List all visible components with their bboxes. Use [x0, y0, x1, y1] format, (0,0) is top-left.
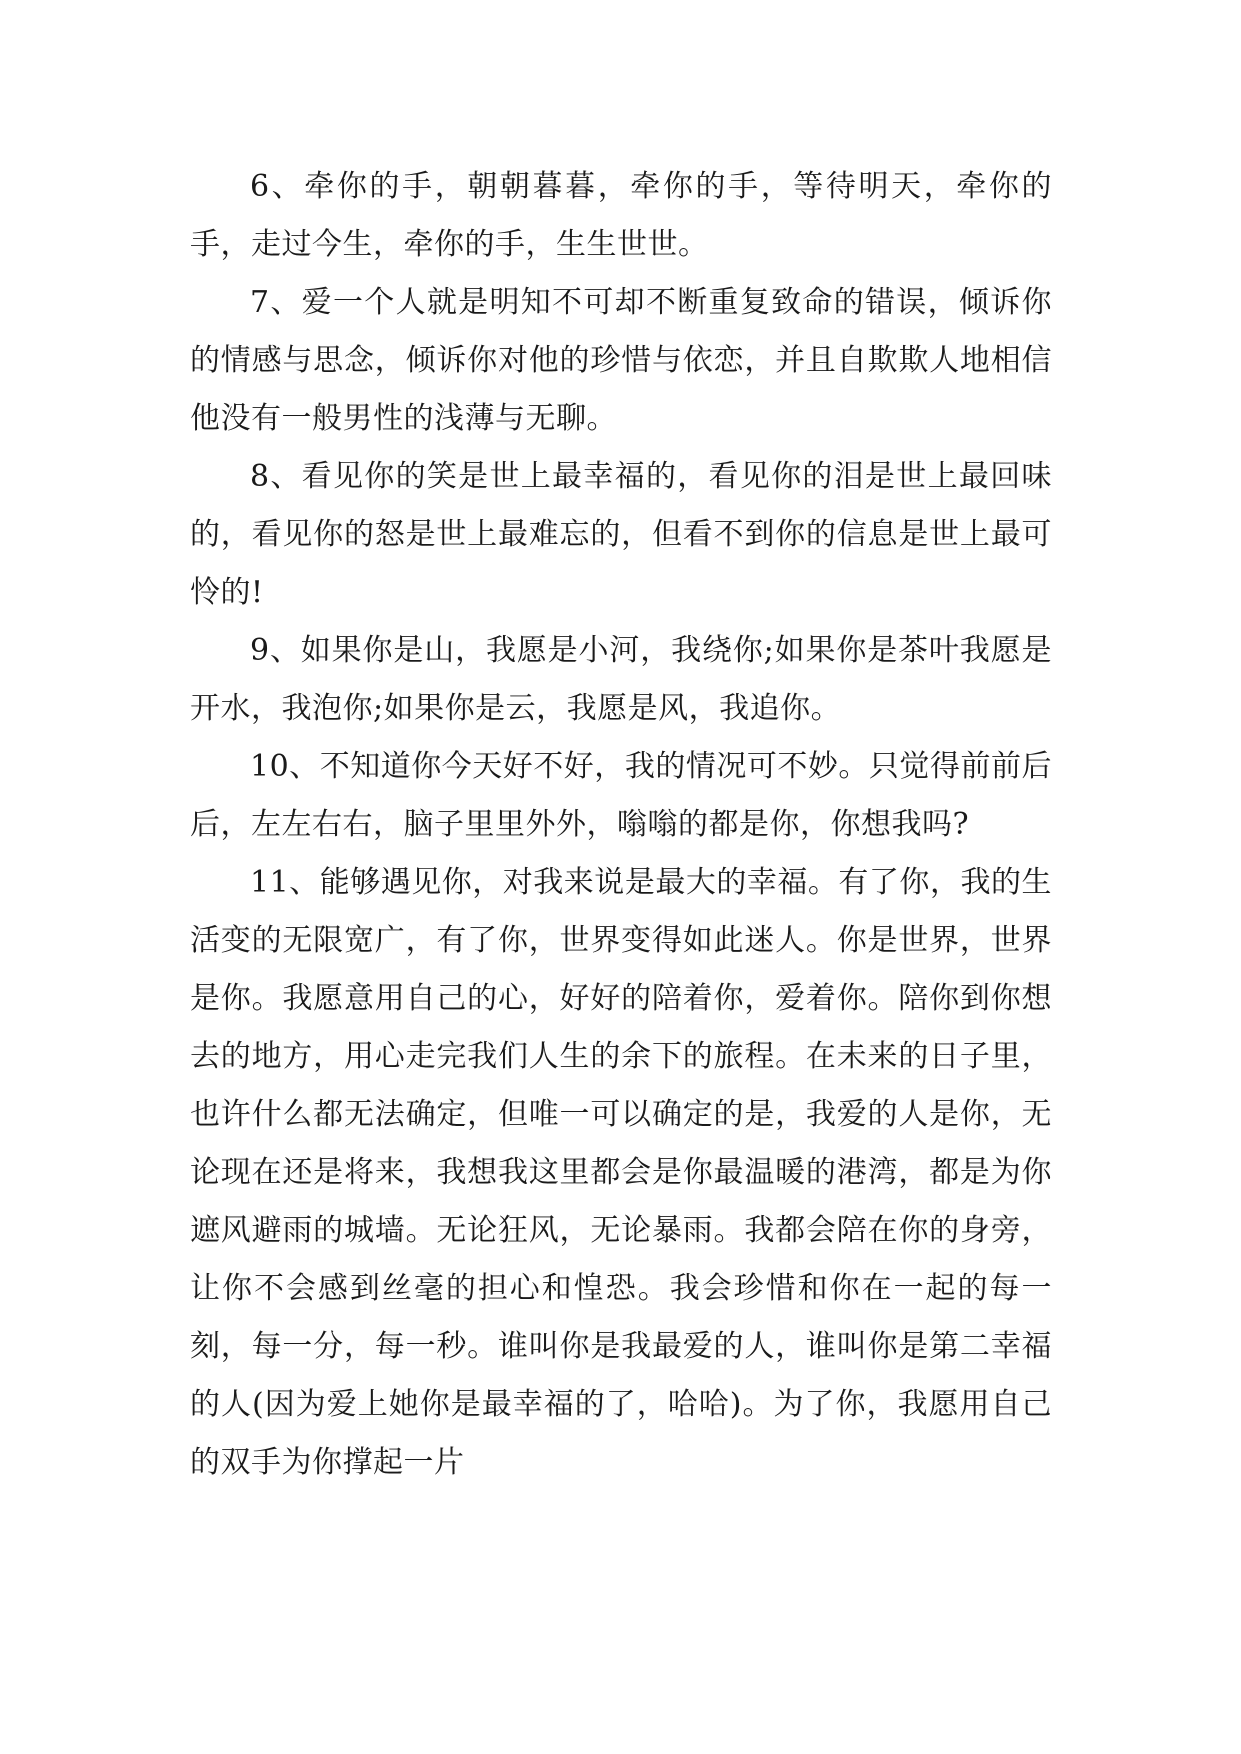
paragraph-10: 10、不知道你今天好不好，我的情况可不妙。只觉得前前后后，左左右右，脑子里里外外，嗡嗡的都是你，你想我吗? — [190, 749, 1052, 842]
paragraph-6: 6、牵你的手，朝朝暮暮，牵你的手，等待明天，牵你的手，走过今生，牵你的手，生生世世。 — [190, 169, 1052, 262]
document-body — [190, 158, 1052, 1492]
paragraph-7: 7、爱一个人就是明知不可却不断重复致命的错误，倾诉你的情感与思念，倾诉你对他的珍惜与依恋，并且自欺欺人地相信他没有一般男性的浅薄与无聊。 — [190, 285, 1052, 436]
paragraph-11: 11、能够遇见你，对我来说是最大的幸福。有了你，我的生活变的无限宽广，有了你，世界变得如此迷人。你是世界，世界是你。我愿意用自己的心，好好的陪着你，爱着你。陪你到你想去的地方，用心走完我们人生的余下的旅程。在未来的日子里，也许什么都无法确定，但唯一可以确定的是，我爱的人是你，无论现在还是将来，我想我这里都会是你最温暖的港湾，都是为你遮风避雨的城墙。无论狂风，无论暴雨。我都会陪在你的身旁，让你不会感到丝毫的担心和惶恐。我会珍惜和你在一起的每一刻，每一分，每一秒。谁叫你是我最爱的人，谁叫你是第二幸福的人(因为爱上她你是最幸福的了，哈哈)。为了你，我愿用自己的双手为你撑起一片 — [190, 865, 1052, 1480]
paragraph-9: 9、如果你是山，我愿是小河，我绕你;如果你是茶叶我愿是开水，我泡你;如果你是云，我愿是风，我追你。 — [190, 633, 1052, 726]
paragraph-8: 8、看见你的笑是世上最幸福的，看见你的泪是世上最回味的，看见你的怒是世上最难忘的，但看不到你的信息是世上最可怜的! — [190, 459, 1052, 610]
